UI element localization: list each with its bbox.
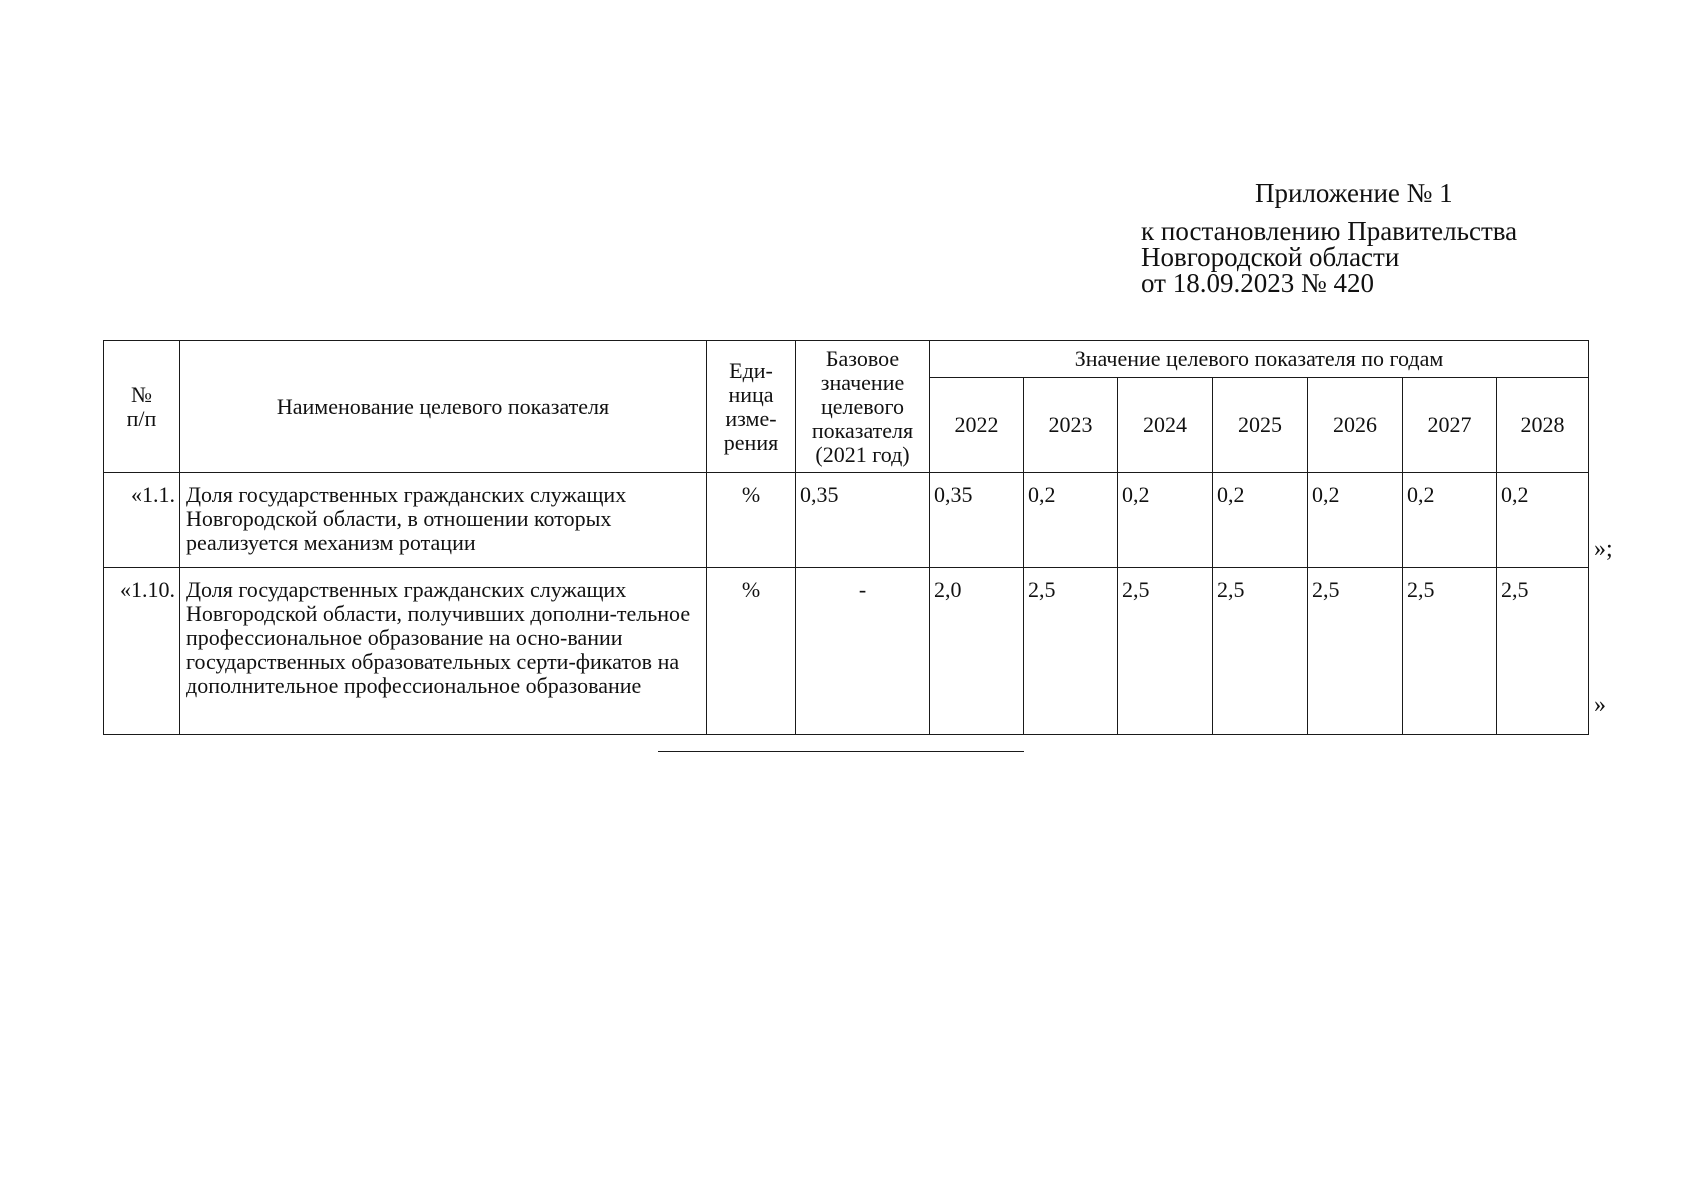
row-year-value: 0,2 [1213,473,1308,568]
header-year: 2022 [930,378,1024,473]
header-base-value [796,341,930,473]
header-unit [707,341,796,473]
header-number-text: № п/п [126,381,157,431]
indicators-table [103,340,1589,735]
row-year-value: 0,2 [1118,473,1213,568]
row-year-value: 2,5 [1308,568,1403,735]
appendix-ref-line: Новгородской области [1141,242,1400,272]
row-indicator-name: Доля государственных гражданских служащих Новгородской области, получивших дополни-тельное профессиональное образование на осно-вании государственных образовательных серти-фикатов на дополнительное профессиональное образование [180,568,707,735]
header-year: 2023 [1024,378,1118,473]
row-year-value: 2,5 [1403,568,1497,735]
row-unit: % [707,473,796,568]
row-indicator-name: Доля государственных гражданских служащих Новгородской области, в отношении которых реализуется механизм ротации [180,473,707,568]
header-year: 2025 [1213,378,1308,473]
row-unit: % [707,568,796,735]
header-year: 2028 [1497,378,1589,473]
appendix-title: Приложение № 1 [1255,178,1453,208]
row-year-value: 0,2 [1403,473,1497,568]
header-unit-text: Еди-ница изме-рения [723,357,779,455]
row-year-value: 0,35 [930,473,1024,568]
row-year-value: 0,2 [1308,473,1403,568]
appendix-reference [1141,218,1517,296]
header-indicator-name: Наименование целевого показателя [180,341,707,473]
table-header-row [104,341,1589,378]
row-year-value: 2,5 [1213,568,1308,735]
separator-line [658,751,1024,752]
row-closing-quote: » [1594,692,1606,718]
appendix-ref-line: к постановлению Правительства [1141,216,1518,246]
header-base-value-text: Базовое значение целевого показателя (2021 год) [811,345,914,467]
table-row [104,473,1589,568]
row-base-value: 0,35 [796,473,930,568]
table-row [104,568,1589,735]
header-year: 2024 [1118,378,1213,473]
header-values-by-year: Значение целевого показателя по годам [930,341,1589,378]
row-base-value: - [796,568,930,735]
row-year-value: 0,2 [1497,473,1589,568]
header-number [104,341,180,473]
row-year-value: 0,2 [1024,473,1118,568]
row-year-value: 2,0 [930,568,1024,735]
row-year-value: 2,5 [1024,568,1118,735]
row-closing-quote: »; [1594,536,1613,562]
row-number: «1.1. [104,473,180,568]
appendix-ref-date: от 18.09.2023 № 420 [1141,268,1374,298]
row-number: «1.10. [104,568,180,735]
row-year-value: 2,5 [1497,568,1589,735]
header-year: 2027 [1403,378,1497,473]
header-year: 2026 [1308,378,1403,473]
row-year-value: 2,5 [1118,568,1213,735]
